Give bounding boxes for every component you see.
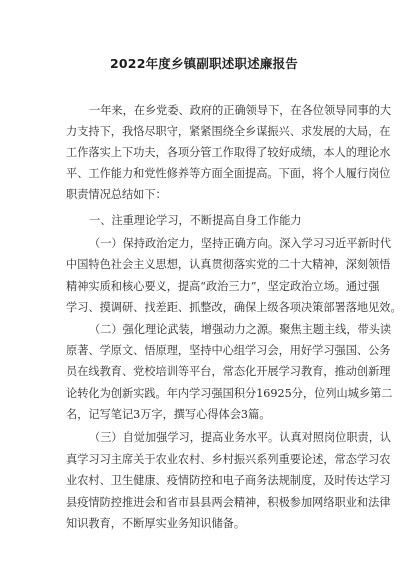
body-line: 员在线教育、党校培训等平台，常态化开展学习教育，推动创新理 [66, 365, 391, 378]
body-line: 职责情况总结如下： [66, 188, 167, 201]
body-line: （一）保持政治定力，坚持正确方向。深入学习习近平新时代 [89, 237, 392, 250]
body-line: 县疫情防控推进会和省市县县两会精神，积极参加网络职业和法律 [66, 496, 391, 509]
body-line: 一年来，在乡党委、政府的正确领导下，在各位领导同事的大 [89, 104, 392, 117]
document-title: 2022年度乡镇副职述职述廉报告 [110, 56, 298, 71]
body-line: 知识教育，不断厚实业务知识储备。 [66, 517, 246, 530]
body-line: 真学习习主席关于农业农村、乡村振兴系列重要论述，常态学习农 [66, 453, 391, 466]
body-line: （二）强化理论武装，增强动力之源。聚焦主题主线，带头读 [89, 323, 392, 336]
body-line: 学习、摸调研、找差距、抓整改，确保上级各项决策部署落地见效。 [66, 301, 402, 314]
body-line: （三）自觉加强学习，提高业务水平。认真对照岗位职责，认 [89, 431, 392, 444]
body-line: 中国特色社会主义思想，认真贯彻落实党的二十大精神，深刻领悟 [66, 258, 391, 271]
body-line: 名，记写笔记3万字，撰写心得体会3篇。 [66, 408, 271, 421]
body-line: 平、工作能力和党性修养等方面全面提高。下面，将个人履行岗位 [66, 167, 391, 180]
body-line: 原著、学原文、悟原理，坚持中心组学习会，用好学习强国、公务 [66, 344, 391, 357]
body-line: 力支持下，我恪尽职守，紧紧围绕全乡谋振兴、求发展的大局，在 [66, 125, 391, 138]
body-line: 论转化为创新实践。年内学习强国积分16925分，位列山城乡第二 [66, 387, 393, 400]
body-line: 工作落实上下功夫，各项分管工作取得了较好成绩，本人的理论水 [66, 146, 391, 159]
body-line: 精神实质和核心要义，提高“政治三力”，坚定政治立场。通过强 [66, 280, 380, 293]
body-line: 一、注重理论学习，不断提高自身工作能力 [89, 214, 302, 227]
body-line: 业农村、卫生健康、疫情防控和电子商务法规制度，及时传达学习 [66, 474, 391, 487]
